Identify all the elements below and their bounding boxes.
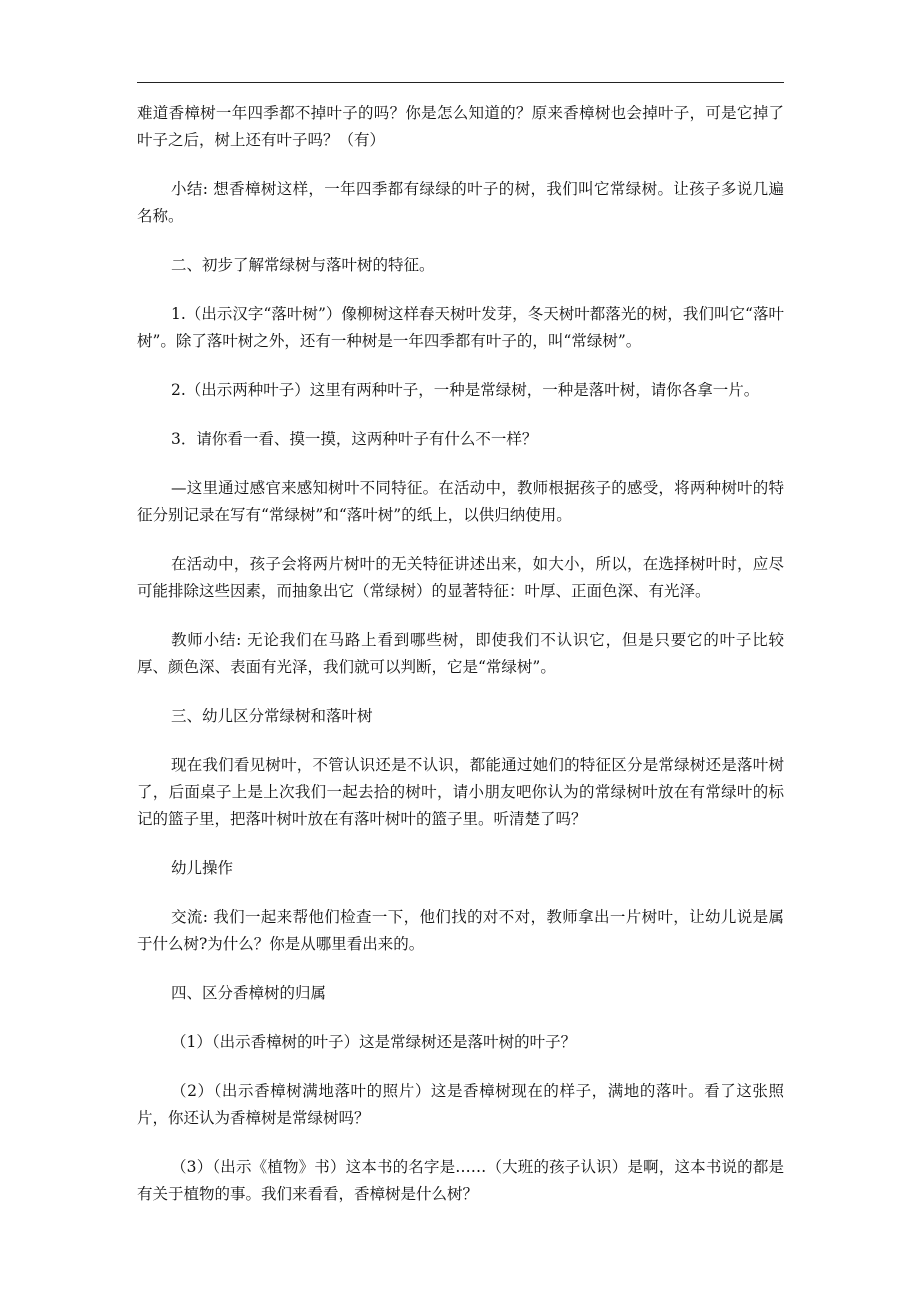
paragraph-activity-note: 在活动中，孩子会将两片树叶的无关特征讲述出来，如大小，所以，在选择树叶时，应尽可能排除这些因素，而抽象出它（常绿树）的显著特征：叶厚、正面色深、有光泽。 xyxy=(137,555,784,600)
paragraph-step-2: 2.（出示两种叶子）这里有两种叶子，一种是常绿树，一种是落叶树，请你各拿一片。 xyxy=(171,381,760,399)
paragraph-sorting-instructions: 现在我们看见树叶，不管认识还是不认识，都能通过她们的特征区分是常绿树还是落叶树了，后面桌子上是上次我们一起去拾的树叶，请小朋友吧你认为的常绿树叶放在有常绿叶的标记的篮子里，把落叶树叶放在有落叶树叶的篮子里。听清楚了吗？ xyxy=(137,756,784,828)
paragraph-step-3: 3．请你看一看、摸一摸，这两种叶子有什么不一样？ xyxy=(171,430,538,448)
paragraph-teacher-summary: 教师小结: 无论我们在马路上看到哪些树，即使我们不认识它，但是只要它的叶子比较厚、颜色深、表面有光泽，我们就可以判断，它是“常绿树”。 xyxy=(137,631,784,676)
paragraph-sensory-note: —这里通过感官来感知树叶不同特征。在活动中，教师根据孩子的感受，将两种树叶的特征分别记录在写有“常绿树”和“落叶树”的纸上，以供归纳使用。 xyxy=(137,479,784,524)
section-heading-3: 三、幼儿区分常绿树和落叶树 xyxy=(171,707,373,725)
paragraph-child-operation: 幼儿操作 xyxy=(171,859,234,877)
paragraph-item-1: （1）（出示香樟树的叶子）这是常绿树还是落叶树的叶子？ xyxy=(171,1033,577,1051)
section-heading-4: 四、区分香樟树的归属 xyxy=(171,984,327,1002)
paragraph-item-3: （3）（出示《植物》书）这本书的名字是……（大班的孩子认识）是啊，这本书说的都是有关于植物的事。我们来看看，香樟树是什么树？ xyxy=(137,1158,784,1203)
paragraph-exchange: 交流: 我们一起来帮他们检查一下，他们找的对不对，教师拿出一片树叶，让幼儿说是属于什么树?为什么？你是从哪里看出来的。 xyxy=(137,908,784,953)
paragraph-summary-evergreen: 小结: 想香樟树这样，一年四季都有绿绿的叶子的树，我们叫它常绿树。让孩子多说几遍名称。 xyxy=(137,180,784,225)
section-heading-2: 二、初步了解常绿树与落叶树的特征。 xyxy=(171,256,435,274)
document-body xyxy=(137,100,784,1230)
paragraph-item-2: （2）（出示香樟树满地落叶的照片）这是香樟树现在的样子，满地的落叶。看了这张照片，你还认为香樟树是常绿树吗？ xyxy=(137,1082,784,1127)
paragraph-step-1: 1.（出示汉字“落叶树”）像柳树这样春天树叶发芽，冬天树叶都落光的树，我们叫它“落叶树”。除了落叶树之外，还有一种树是一年四季都有叶子的，叫“常绿树”。 xyxy=(137,305,784,350)
paragraph-intro-question: 难道香樟树一年四季都不掉叶子的吗？你是怎么知道的？原来香樟树也会掉叶子，可是它掉了叶子之后，树上还有叶子吗？（有） xyxy=(137,104,784,149)
header-divider xyxy=(137,82,784,83)
